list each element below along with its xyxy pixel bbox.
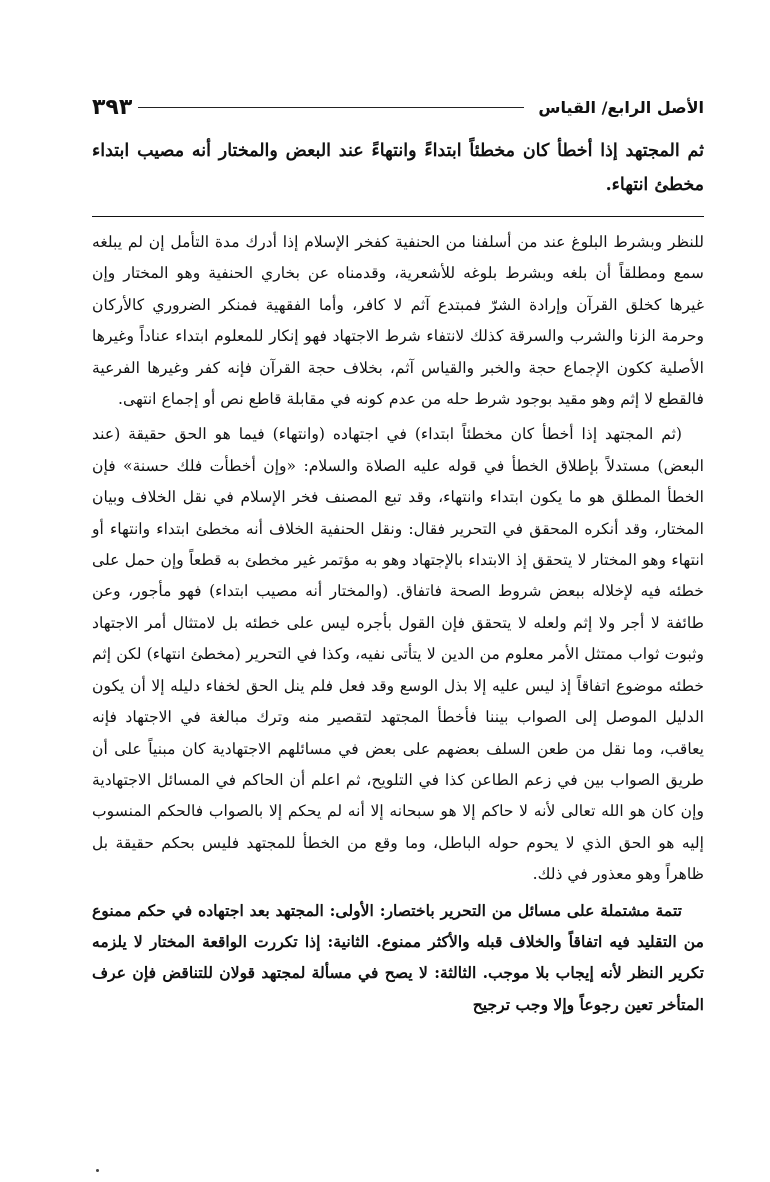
book-page: [92, 88, 704, 1142]
running-header: [92, 88, 704, 126]
main-text-paragraph: ثم المجتهد إذا أخطأ كان مخطئاً ابتداءً وانتهاءً عند البعض والمختار أنه مصيب ابتداء مخطئ انتهاء.: [92, 141, 704, 195]
main-text: [92, 134, 704, 202]
running-title: الأصل الرابع/ القياس: [538, 97, 704, 117]
commentary-paragraph-3: تتمة مشتملة على مسائل من التحرير باختصار: الأولى: المجتهد بعد اجتهاده في حكم ممنوع من التقليد فيه اتفاقاً والخلاف قبله والأكثر ممنوع. الثانية: إذا تكررت الواقعة المختار لا يلزمه تكرير النظر لأنه إيجاب بلا موجب. الثالثة: لا يصح في مسألة لمجتهد قولان للتناقض فإن عرف المتأخر تعين رجوعاً وإلا وجب ترجيح: [92, 900, 704, 1014]
commentary-paragraph-1: للنظر وبشرط البلوغ عند من أسلفنا من الحنفية كفخر الإسلام إذا أدرك مدة التأمل إن لم يبلغه سمع ومطلقاً أن بلغه وبشرط بلوغه للأشعرية، وقدمناه عن بخاري الحنفية وهو المختار وإن غيرها كخلق القرآن وإرادة الشرّ فمبتدع آثم لا كافر، وأما الفقهية فمنكر الضروري كالأركان وحرمة الزنا والشرب والسرقة كذلك لانتفاء شرط الاجتهاد فهو إنكار للمعلوم ابتداء عناداً وغيرها الأصلية ككون الإجماع حجة والخبر والقياس آثم، بخلاف حجة القرآن فإنه كفر وغيرها الفرعية فالقطع لا إثم وهو مقيد بوجود شرط حله من عدم كونه في مقابلة قاطع نص أو إجماع انتهى.: [92, 233, 704, 409]
page-number: ٣٩٣: [92, 94, 133, 120]
commentary-text: [92, 227, 704, 1020]
commentary-paragraph-2: (ثم المجتهد إذا أخطأ كان مخطئاً ابتداء) في اجتهاده (وانتهاء) فيما هو الحق حقيقة (عند البعض) مستدلاً بإطلاق الخطأ في قوله عليه الصلاة والسلام: «وإن أخطأت فلك حسنة» فإن الخطأ المطلق هو ما يكون ابتداء وانتهاء، وقد تبع المصنف فخر الإسلام في نقل الخلاف وبيان المختار، وقد أنكره المحقق في التحرير فقال: ونقل الحنفية الخلاف أنه مخطئ ابتداء وانتهاء أو انتهاء وهو المختار لا يتحقق إذ الابتداء بالإجتهاد وهو به مؤتمر غير مخطئ به قطعاً وإن حمل على خطئه فيه لإخلاله ببعض شروط الصحة فاتفاق. (والمختار أنه مصيب ابتداء) فهو مأجور، وعن طائفة لا أجر ولا إثم ولعله لا يتحقق فإن القول بأجره ليس على خطئه بل لامتثال أمر الاجتهاد وثبوت ثواب ممتثل الأمر معلوم من الدين لا يتأتى نفيه، وكذا في التحرير (مخطئ انتهاء) لكن إثم خطئه موضوع اتفاقاً إذ ليس عليه إلا بذل الوسع وقد فعل فلم ينل الحق لخفاء دليله إلا أن يكون الدليل الموصل إلى الصواب بيننا فأخطأ المجتهد لتقصير منه وترك مبالغة في الاجتهاد فإنه يعاقب، وما نقل من طعن السلف بعضهم على بعض في مسائلهم الاجتهادية كان مبنياً على أن طريق الصواب بين في زعم الطاعن كذا في التلويح، ثم اعلم أن الحاكم في المسائل الاجتهادية وإن كان هو الله تعالى لأنه لا حاكم إلا هو سبحانه إلا أنه لم يحكم إلا بالصواب فالحكم المنسوب إليه هو الحق الذي لا يحوم حوله الباطل، وما وقع من الخطأ للمجتهد فليس بحكم حقيقة بل ظاهراً وهو معذور في ذلك.: [92, 425, 704, 884]
header-rule: [138, 107, 524, 108]
separator-rule: [92, 216, 704, 217]
footer-mark: [96, 1169, 99, 1172]
